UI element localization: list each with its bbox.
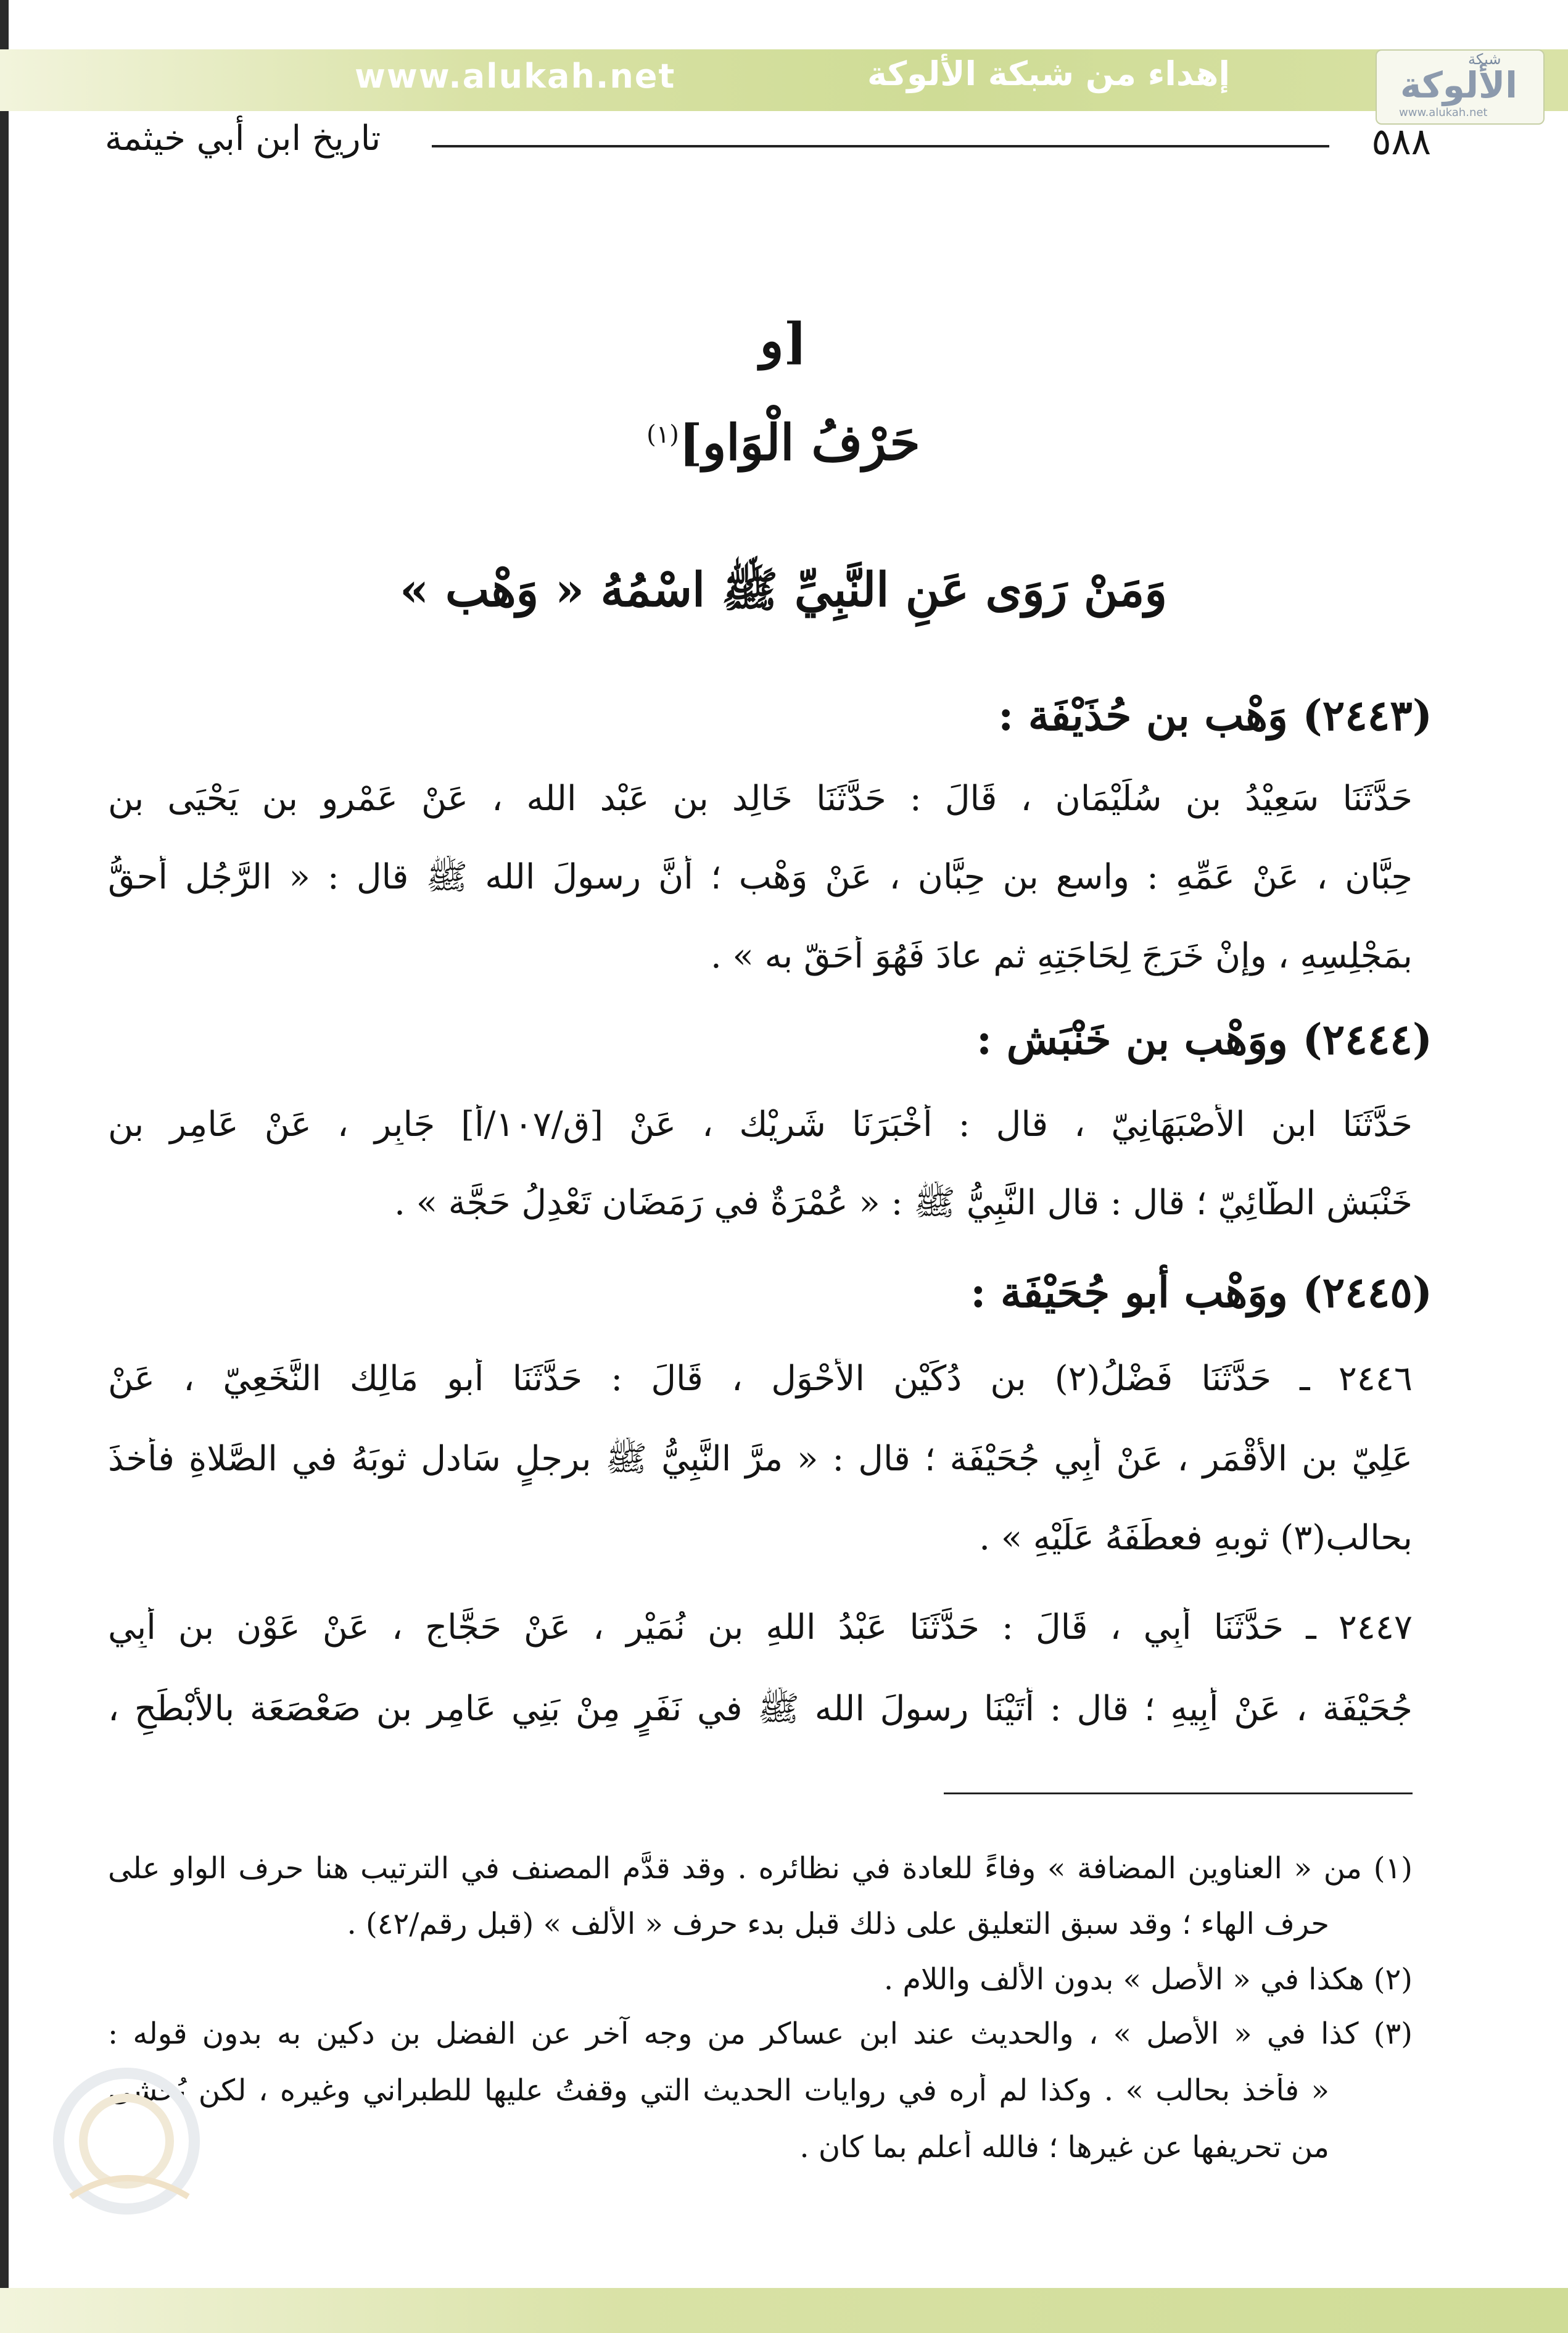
footnote-1: (١) من « العناوين المضافة » وفاءً للعادة في نظائره . وقد قدَّم المصنف في الترتيب هنا حرف الواو على — [108, 1851, 1413, 1886]
entry-heading-2444: (٢٤٤٤) ووَهْب بن خَنْبَش : — [976, 1015, 1432, 1064]
bottom-band — [0, 2288, 1568, 2333]
letter-title-text: حَرْفُ الْوَاو] — [679, 413, 920, 471]
logo-top-text: شبكة — [1468, 51, 1501, 68]
page-number: ٥٨٨ — [1371, 120, 1431, 164]
text-line: عَلِيّ بن الأَقْمَر ، عَنْ أَبِي جُحَيْفَة ؛ قال : « مرَّ النَّبِيُّ ﷺ برجلٍ سَادل ثوبَهُ في الصَّلاةِ فأخذَ — [108, 1439, 1413, 1479]
text-line: خَنْبَش الطَّائِيّ ؛ قال : قال النَّبِيُّ ﷺ : « عُمْرَةٌ في رَمَضَان تَعْدِلُ حَجَّة » . — [394, 1183, 1413, 1223]
text-line: حِبَّان ، عَنْ عَمِّهِ : واسع بن حِبَّان ، عَنْ وَهْب ؛ أَنَّ رسولَ الله ﷺ قال : « الرَّجُل أحقُّ — [108, 857, 1413, 897]
letter-title-footnote-ref: (١) — [646, 420, 679, 449]
banner-site-url[interactable]: www.alukah.net — [355, 57, 676, 96]
text-line: ٢٤٤٦ ـ حَدَّثَنَا فَضْلُ(٢) بن دُكَيْن الأَحْوَل ، قَالَ : حَدَّثَنَا أبو مَالِك النَّخَعِيّ ، عَنْ — [108, 1359, 1413, 1399]
footnote-2: (٢) هكذا في « الأصل » بدون الألف واللام . — [883, 1962, 1413, 1997]
page-left-edge — [0, 0, 9, 2333]
text-line: بمَجْلِسِهِ ، وإِنْ خَرَجَ لِحَاجَتِهِ ثم عادَ فَهُوَ أَحَقّ به » . — [710, 936, 1413, 976]
site-banner — [0, 49, 1568, 111]
footnote-1-cont: حرف الهاء ؛ وقد سبق التعليق على ذلك قبل بدء حرف « الألف » (قبل رقم/٤٢) . — [347, 1907, 1329, 1941]
footnote-3: (٣) كذا في « الأصل » ، والحديث عند ابن عساكر من وجه آخر عن الفضل بن دكين به بدون قوله : — [108, 2016, 1413, 2051]
text-line: ٢٤٤٧ ـ حَدَّثَنَا أَبِي ، قَالَ : حَدَّثَنَا عَبْدُ اللهِ بن نُمَيْر ، عَنْ حَجَّاج ، عَنْ عَوْن بن أَبِي — [108, 1607, 1413, 1647]
letter-title — [493, 413, 1073, 471]
text-line: حَدَّثَنَا ابن الأَصْبَهَانِيّ ، قال : أَخْبَرَنَا شَرِيْك ، عَنْ [ق/١٠٧/أ] جَابِر ، عَنْ عَامِر بن — [108, 1104, 1413, 1145]
footnote-3-cont: « فأخذ بحالب » . وكذا لم أره في روايات الحديث التي وقفتُ عليها للطبراني وغيره ، لكن يُخشى — [108, 2073, 1329, 2108]
section-title: وَمَنْ رَوَى عَنِ النَّبِيِّ ﷺ اسْمُهُ « وَهْب » — [399, 562, 1168, 617]
logo-main-text: الألوكة — [1400, 64, 1518, 106]
footnote-3-cont2: من تحريفها عن غيرها ؛ فالله أعلم بما كان . — [799, 2130, 1329, 2165]
book-title: تاريخ ابن أبي خيثمة — [105, 118, 381, 159]
footnote-rule — [944, 1792, 1413, 1794]
banner-gift-text: إهداء من شبكة الألوكة — [867, 54, 1230, 93]
entry-heading-2445: (٢٤٤٥) ووَهْب أبو جُحَيْفَة : — [970, 1268, 1432, 1317]
letter-heading: [و — [759, 312, 807, 370]
text-line: حَدَّثَنَا سَعِيْدُ بن سُلَيْمَان ، قَالَ : حَدَّثَنَا خَالِد بن عَبْد الله ، عَنْ عَمْرو بن يَحْيَى بن — [108, 779, 1413, 819]
text-line: بحالب(٣) ثوبهِ فعطَفَهُ عَلَيْهِ » . — [979, 1518, 1413, 1558]
text-line: جُحَيْفَة ، عَنْ أَبِيهِ ؛ قال : أَتَيْنَا رسولَ الله ﷺ في نَفَرٍ مِنْ بَنِي عَامِر بن صَعْصَعَة بالأَبْطَحِ ، — [108, 1689, 1413, 1729]
entry-heading-2443: (٢٤٤٣) وَهْب بن حُذَيْفَة : — [998, 691, 1432, 740]
watermark-deco-icon — [34, 2049, 219, 2234]
header-rule — [432, 145, 1329, 147]
logo-url-text: www.alukah.net — [1399, 106, 1488, 119]
